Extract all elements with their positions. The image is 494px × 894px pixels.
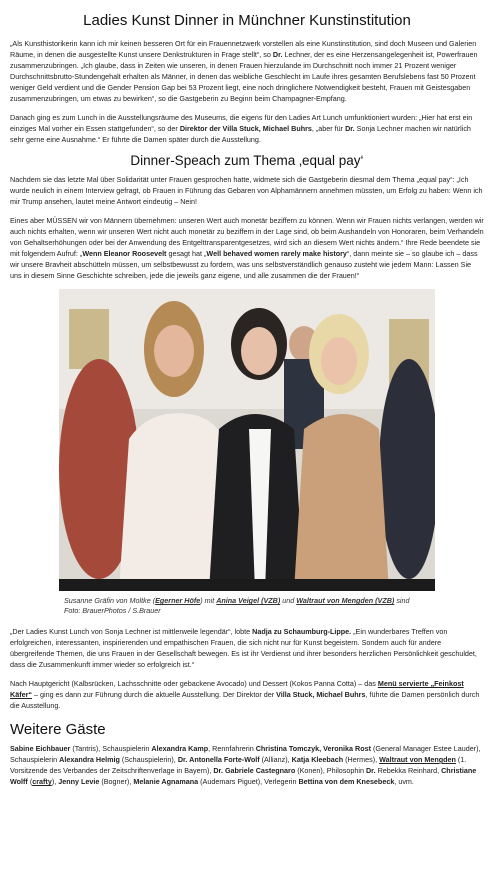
after-paragraph-1 <box>10 626 484 670</box>
bold-text: Christiane Wolff <box>10 766 477 786</box>
text-run: , uvm. <box>394 777 414 786</box>
bold-text: Dr. <box>345 124 355 133</box>
text-run: Lechner, der es eine Herzensangelegenheit ist, Powerfrauen zusammenzubringen. „Ich glaube, dass in Zeiten wie unseren, in denen Frauen hierzulande im Durchschnitt noch immer 21 Prozent weniger Durchschnittsbrutto-Stundengehalt erhalten als Männer, in denen das weibliche Geschlecht im Laufe ihres gesamten Berufslebens fast 50 Prozent weniger Geld verdient und die Gender Pension Gap bei 53 Prozent liegt, eine noch dringlichere Notwendigkeit besteht, Frauen mit Geistesgaben zusammenzubringen, um etwas zu bewirken“, so die Gastgeberin zu Beginn beim Champagner-Empfang. <box>10 50 478 103</box>
photo-caption <box>64 596 484 616</box>
bold-text: Dr. Antonella Forte-Wolf <box>177 755 260 764</box>
text-run: , Rennfahrerin <box>208 744 256 753</box>
inline-link[interactable]: crafty <box>32 777 52 786</box>
text-run: ) mit <box>200 596 217 605</box>
text-run: „Ein wunderbares Treffen von erfolgreichen, interessanten, inspirierenden und empathischen Frauen, die sich nicht nur für Kunst begeistern. Sondern auch für andere übergreifende Themen, die uns Frauen in der Gesellschaft bewegen. Es ist ihr Verdienst und ihrer besonders herzlichen Persönlichkeit geschuldet, dass die Zusammenkunft immer wieder so erfolgreich ist.“ <box>10 627 477 669</box>
photo-credit: Foto: BrauerPhotos / S.Brauer <box>64 606 161 615</box>
speech-paragraph-1 <box>10 174 484 207</box>
inline-link[interactable]: Waltraut von Mengden (VZB) <box>296 596 395 605</box>
bold-text: Dr. <box>365 766 376 775</box>
bold-text: Alexandra Helmig <box>59 755 120 764</box>
text-run: Eines aber MÜSSEN wir von Männern übernehmen: unseren Wert auch monetär beziffern zu können. Wenn wir Frauen nichts verlangen, werden wir auch nichts erhalten, wenn wir unseren Wert nicht auch monetär zu beziffern in der Lage sind, ob beim Aushandeln von Honoraren, beim Verhandeln von Gehaltserhöhungen oder bei der Anwendung des Entgelttransparentgesetzes, wird sich an diesem Wert nichts ändern.“ Ihre Rede beendete sie mit folgendem Aufruf: „ <box>10 216 484 258</box>
text-run: (Tantris), Schauspielerin <box>70 744 152 753</box>
text-run: , führte die Damen persönlich durch die Ausstellung. <box>10 690 480 710</box>
bold-text: Alexandra Kamp <box>151 744 209 753</box>
text-run: “, dann meinte sie – so glaube ich – dass wir unsere Bravheit abschütteln müssen, um selbstbewusst zu fordern, was uns selbstverständlich genauso zusteht wie jedem Mann: Lassen Sie uns in diesem Sinne Geschichte schreiben, jede die jeweils ganz eigene, und alle zusammen die der Frauen!“ <box>10 249 478 280</box>
text-run: „Als Kunsthistorikerin kann ich mir keinen besseren Ort für ein Frauennetzwerk vorstellen als eine Kunstinstitution, sind doch Museen und Galerien Räume, in denen die ausgestellte Kunst unsere Denkstrukturen in Frage stellt“, so <box>10 39 477 59</box>
guests-paragraph <box>10 743 484 787</box>
article-title: Ladies Kunst Dinner in Münchner Kunstinstitution <box>83 12 411 29</box>
bold-text: Jenny Levie <box>58 777 100 786</box>
bold-text: Well behaved women rarely make history <box>206 249 347 258</box>
text-run: (Hermes), <box>343 755 380 764</box>
text-run: „Der Ladies Kunst Lunch von Sonja Lechner ist mittlerweile legendär“, lobte <box>10 627 253 636</box>
bold-text: Villa Stuck, Michael Buhrs <box>276 690 366 699</box>
text-run: Rebekka Reinhard, <box>375 766 442 775</box>
text-run: – ging es dann zur Führung durch die aktuelle Ausstellung. Der Direktor der <box>31 690 277 699</box>
bold-text: Direktor der Villa Stuck, Michael Buhrs <box>179 124 312 133</box>
photo-caption-names <box>64 596 484 606</box>
text-run: , „aber für <box>311 124 346 133</box>
bold-text: Dr. <box>272 50 283 59</box>
text-run: (1. Vorsitzende des Verbandes der Zeitschriftenverlage in Bayern), <box>10 755 467 775</box>
inline-link[interactable]: Waltraut von Mengden <box>379 755 456 764</box>
text-run: (General Manager Estee Lauder), Schauspielerin <box>10 744 481 764</box>
speech-paragraph-2 <box>10 215 484 281</box>
text-run: ), <box>51 777 59 786</box>
bold-text: Melanie Agnamana <box>133 777 199 786</box>
bold-text: Christina Tomczyk, Veronika Rost <box>255 744 371 753</box>
text-run: (Schauspielerin), <box>119 755 178 764</box>
bold-text: Katja Kleebach <box>291 755 344 764</box>
section-heading-dinner-speech: Dinner-Speach zum Thema ‚equal pay‘ <box>130 153 364 168</box>
text-run: gesagt hat „ <box>166 249 207 258</box>
inline-link[interactable]: Egerner Höfe <box>155 596 201 605</box>
text-run: Susanne Gräfin von Moltke ( <box>64 596 156 605</box>
bold-text: Nadja zu Schaumburg-Lippe. <box>252 627 352 636</box>
text-run: sind <box>394 596 410 605</box>
bold-text: Sabine Eichbauer <box>10 744 71 753</box>
bold-text: Wenn Eleanor Roosevelt <box>82 249 167 258</box>
after-paragraph-2 <box>10 678 484 711</box>
bold-text: Dr. Gabriele Castegnaro <box>213 766 296 775</box>
inline-link[interactable]: Menü servierte „Feinkost Käfer“ <box>10 679 464 699</box>
text-run: (Allianz), <box>259 755 292 764</box>
text-run: Danach ging es zum Lunch in die Ausstellungsräume des Museums, die eigens für den Ladies Art Lunch umfunktioniert wurden: „Hier hat erst ein einziges Mal vorher ein Essen stattgefunden“, so der <box>10 113 473 133</box>
event-photo-illustration <box>59 289 435 591</box>
inline-link[interactable]: Anina Veigel (VZB) <box>216 596 281 605</box>
text-run: (Konen), Philosophin <box>295 766 366 775</box>
bold-text: Bettina von dem Knesebeck <box>298 777 395 786</box>
text-run: Sonja Lechner machen wir natürlich sehr gerne eine Ausnahme.“ Er führte die Damen später durch die Ausstellung. <box>10 124 471 144</box>
text-run: Nach Hauptgericht (Kalbsrücken, Lachsschnitte oder gebackene Avocado) und Dessert (Kokos Panna Cotta) – das <box>10 679 378 688</box>
text-run: und <box>280 596 297 605</box>
text-run: ( <box>27 777 33 786</box>
intro-paragraph-1 <box>10 38 484 104</box>
text-run: Nachdem sie das letzte Mal über Solidarität unter Frauen gesprochen hatte, widmete sich die Gastgeberin diesmal dem Thema „equal pay“: „Ich wurde neulich in einem Interview gefragt, ob Frauen in Führung das Gebaren von Alphamännern annehmen müssten, um Erfolg zu haben: Wenn ich mir Trump ansehen, lautet meine Antwort eindeutig – Nein! <box>10 175 483 206</box>
event-photo <box>59 289 435 591</box>
section-heading-guests: Weitere Gäste <box>10 721 106 738</box>
text-run: (Audemars Piguet), Verlegerin <box>198 777 299 786</box>
text-run: (Bogner), <box>99 777 134 786</box>
intro-paragraph-2 <box>10 112 484 145</box>
